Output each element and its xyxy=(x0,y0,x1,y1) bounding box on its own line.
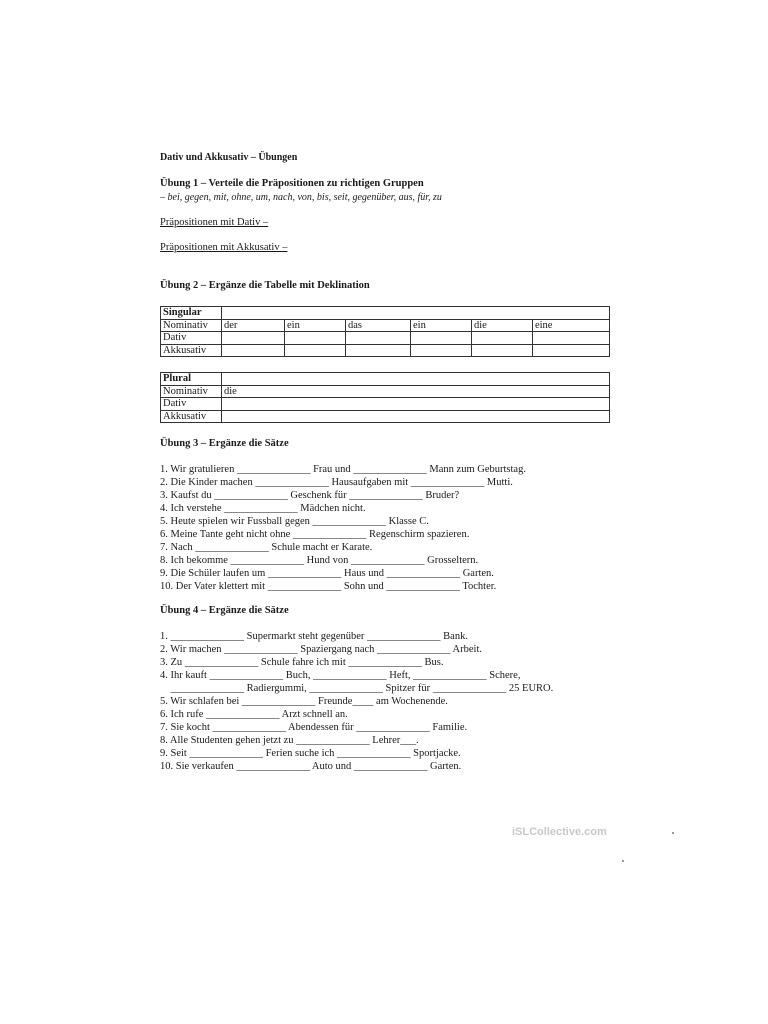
table-cell xyxy=(471,332,532,345)
worksheet-title: Dativ und Akkusativ – Übungen xyxy=(160,152,298,163)
sentence-line: 5. Heute spielen wir Fussball gegen ______________ Klasse C. xyxy=(160,516,429,527)
table-cell xyxy=(471,344,532,357)
prepositions-akkusativ-label: Präpositionen mit Akkusativ – xyxy=(160,242,288,253)
table-cell: ein xyxy=(411,319,472,332)
scan-speck xyxy=(672,832,674,834)
exercise-2-heading: Übung 2 – Ergänze die Tabelle mit Deklination xyxy=(160,280,370,291)
prepositions-dativ-label: Präpositionen mit Dativ – xyxy=(160,217,269,228)
table-cell xyxy=(532,344,609,357)
table-cell xyxy=(346,344,411,357)
sentence-line: 10. Der Vater klettert mit ______________ Sohn und ______________ Tochter. xyxy=(160,581,497,592)
sentence-line: 9. Die Schüler laufen um ______________ Haus und ______________ Garten. xyxy=(160,568,494,579)
sentence-line: 7. Nach ______________ Schule macht er Karate. xyxy=(160,542,373,553)
row-label: Dativ xyxy=(161,332,222,345)
table-cell xyxy=(222,410,610,423)
exercise-4-list xyxy=(160,630,620,773)
table-cell xyxy=(222,332,285,345)
table-row xyxy=(161,385,610,398)
sentence-line: 6. Ich rufe ______________ Arzt schnell an. xyxy=(160,709,348,720)
singular-header-blank xyxy=(222,307,610,320)
table-row xyxy=(161,344,610,357)
table-cell xyxy=(222,344,285,357)
sentence-line: 7. Sie kocht ______________ Abendessen für ______________ Familie. xyxy=(160,722,468,733)
plural-table xyxy=(160,372,610,423)
watermark-logo: iSLCollective.com xyxy=(512,826,607,838)
table-cell: ein xyxy=(285,319,346,332)
row-label: Nominativ xyxy=(161,385,222,398)
table-cell xyxy=(532,332,609,345)
sentence-line: 8. Alle Studenten gehen jetzt zu ______________ Lehrer___. xyxy=(160,735,419,746)
row-label: Nominativ xyxy=(161,319,222,332)
table-cell xyxy=(411,332,472,345)
exercise-4-heading: Übung 4 – Ergänze die Sätze xyxy=(160,605,289,616)
table-cell: der xyxy=(222,319,285,332)
table-cell xyxy=(346,332,411,345)
sentence-line: 3. Kaufst du ______________ Geschenk für ______________ Bruder? xyxy=(160,490,460,501)
table-row xyxy=(161,319,610,332)
sentence-line: 9. Seit ______________ Ferien suche ich ______________ Sportjacke. xyxy=(160,748,461,759)
sentence-line: 3. Zu ______________ Schule fahre ich mit ______________ Bus. xyxy=(160,657,444,668)
singular-table xyxy=(160,306,610,357)
sentence-line: 10. Sie verkaufen ______________ Auto und ______________ Garten. xyxy=(160,761,462,772)
table-row xyxy=(161,410,610,423)
table-cell xyxy=(411,344,472,357)
row-label: Dativ xyxy=(161,398,222,411)
row-label: Akkusativ xyxy=(161,344,222,357)
plural-header-blank xyxy=(222,373,610,386)
table-cell: die xyxy=(471,319,532,332)
exercise-3-heading: Übung 3 – Ergänze die Sätze xyxy=(160,438,289,449)
sentence-line: 2. Die Kinder machen ______________ Hausaufgaben mit ______________ Mutti. xyxy=(160,477,513,488)
table-cell: das xyxy=(346,319,411,332)
table-cell: die xyxy=(222,385,610,398)
sentence-line: 5. Wir schlafen bei ______________ Freunde____ am Wochenende. xyxy=(160,696,448,707)
sentence-line: 8. Ich bekomme ______________ Hund von ______________ Grosseltern. xyxy=(160,555,479,566)
sentence-line: 1. ______________ Supermarkt steht gegenüber ______________ Bank. xyxy=(160,631,468,642)
sentence-line: ______________ Radiergummi, ______________ Spitzer für ______________ 25 EURO. xyxy=(160,683,554,694)
scan-speck xyxy=(622,860,624,862)
sentence-line: 1. Wir gratulieren ______________ Frau und ______________ Mann zum Geburtstag. xyxy=(160,464,526,475)
plural-header: Plural xyxy=(161,373,222,386)
table-cell xyxy=(285,332,346,345)
singular-header: Singular xyxy=(161,307,222,320)
exercise-1-heading: Übung 1 – Verteile die Präpositionen zu richtigen Gruppen xyxy=(160,178,424,189)
table-row xyxy=(161,398,610,411)
sentence-line: 6. Meine Tante geht nicht ohne ______________ Regenschirm spazieren. xyxy=(160,529,470,540)
table-cell: eine xyxy=(532,319,609,332)
sentence-line: 2. Wir machen ______________ Spaziergang nach ______________ Arbeit. xyxy=(160,644,483,655)
sentence-line: 4. Ihr kauft ______________ Buch, ______________ Heft, ______________ Schere, xyxy=(160,670,521,681)
exercise-3-list xyxy=(160,463,620,593)
table-cell xyxy=(285,344,346,357)
sentence-line: 4. Ich verstehe ______________ Mädchen nicht. xyxy=(160,503,366,514)
prepositions-list: – bei, gegen, mit, ohne, um, nach, von, bis, seit, gegenüber, aus, für, zu xyxy=(160,192,442,203)
table-cell xyxy=(222,398,610,411)
row-label: Akkusativ xyxy=(161,410,222,423)
table-row xyxy=(161,332,610,345)
